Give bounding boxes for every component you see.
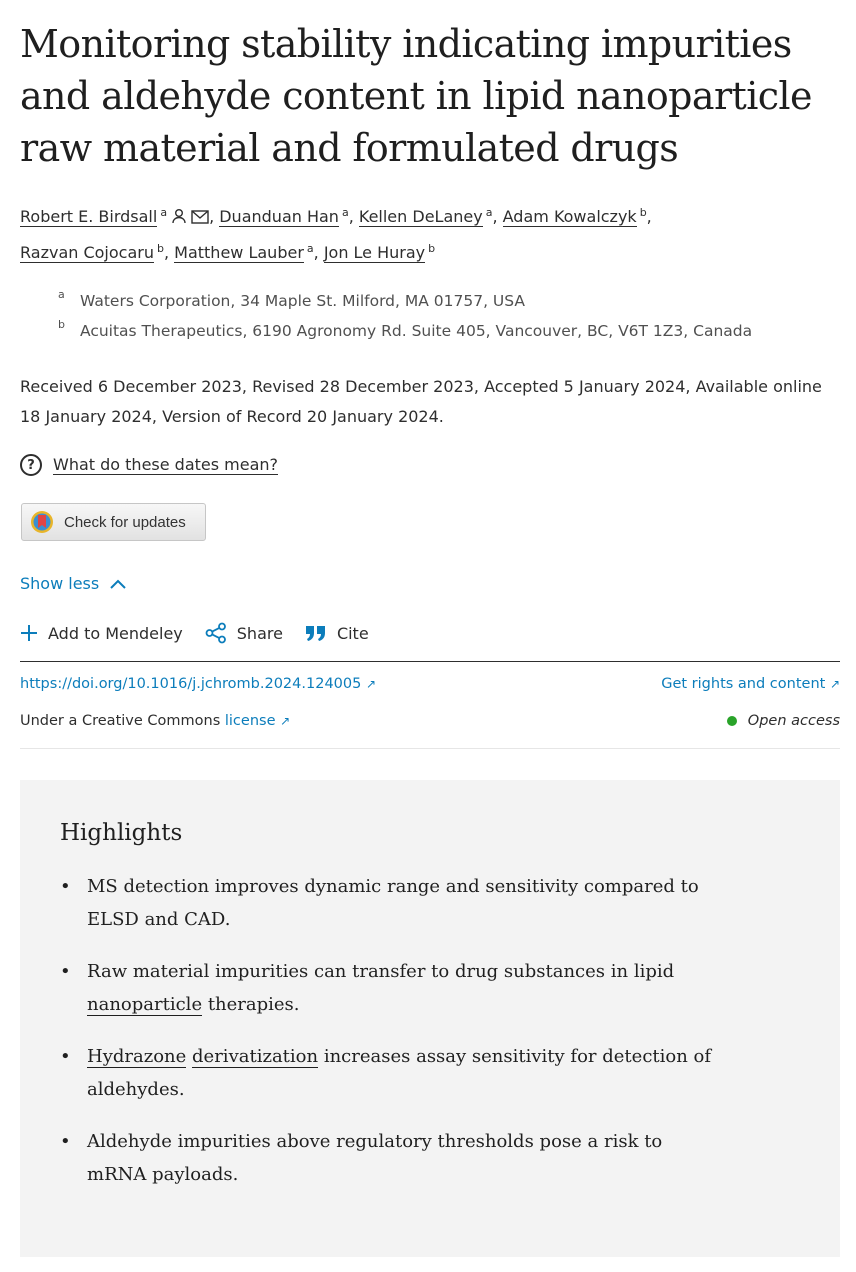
show-less-toggle[interactable]: Show less: [20, 574, 127, 593]
crossmark-icon: [30, 510, 54, 534]
author-link[interactable]: Kellen DeLaney $^a$: [358, 206, 493, 226]
affiliation: [58, 286, 752, 316]
highlights-list: [60, 870, 720, 1191]
chevron-up-icon: [109, 578, 127, 590]
license-notice: Under a Creative Commons license ↗: [20, 713, 291, 729]
plus-icon: [20, 624, 38, 642]
author-link[interactable]: Duanduan Han $^a$: [219, 206, 349, 226]
author-link[interactable]: Jon Le Huray $^b$: [323, 242, 436, 262]
article-title: Monitoring stability indicating impurities and aldehyde content in lipid nanoparticle raw material and formulated drugs: [20, 22, 812, 170]
share-icon: [205, 622, 227, 644]
glossary-term-link[interactable]: Hydrazone: [87, 1046, 187, 1067]
highlight-item: • MS detection improves dynamic range and sensitivity compared to ELSD and CAD.: [60, 870, 720, 936]
check-for-updates-label: Check for updates: [64, 513, 186, 531]
quote-icon: [305, 624, 327, 642]
glossary-term-link[interactable]: nanoparticle: [87, 994, 203, 1015]
highlights-title: Highlights: [60, 820, 183, 846]
open-access-dot-icon: [727, 716, 737, 726]
rights-link[interactable]: Get rights and content ↗: [661, 676, 840, 692]
author-link[interactable]: Razvan Cojocaru $^b$: [20, 242, 164, 262]
toolbar-divider: [20, 661, 840, 662]
license-link[interactable]: license ↗: [224, 713, 291, 729]
open-access-badge: Open access: [727, 713, 840, 729]
article-dates: Received 6 December 2023, Revised 28 December 2023, Accepted 5 January 2024, Available online 18 January 2024, Version of Record 20 January 2024.: [20, 377, 822, 426]
affiliation-text: Acuitas Therapeutics, 6190 Agronomy Rd. Suite 405, Vancouver, BC, V6T 1Z3, Canada: [80, 322, 753, 340]
affiliation: [58, 316, 752, 346]
check-for-updates-button[interactable]: [21, 503, 206, 541]
cite-button[interactable]: Cite: [305, 624, 369, 643]
add-to-mendeley-button[interactable]: Add to Mendeley: [20, 624, 183, 643]
email-icon[interactable]: [191, 204, 209, 234]
glossary-term-link[interactable]: derivatization: [192, 1046, 319, 1067]
highlight-item: • Hydrazone derivatization increases assay sensitivity for detection of aldehydes.: [60, 1040, 720, 1106]
author-link[interactable]: Matthew Lauber $^a$: [174, 242, 314, 262]
question-circle-icon: ?: [20, 454, 42, 476]
person-icon[interactable]: [171, 204, 187, 234]
affiliation-list: [58, 286, 752, 346]
author-link[interactable]: Adam Kowalczyk $^b$: [502, 206, 647, 226]
author-list: Robert E. Birdsall $^a$ , Duanduan Han $^a$, Kellen DeLaney $^a$, Adam Kowalczyk $^b$, Razvan Cojocaru $^b$, Matthew Lauber $^a$, Jon Le Huray $^b$: [20, 206, 652, 262]
affiliation-mark: b: [58, 318, 65, 331]
dates-help-link[interactable]: ? What do these dates mean?: [20, 454, 278, 476]
affiliation-text: Waters Corporation, 34 Maple St. Milford, MA 01757, USA: [80, 292, 525, 310]
external-link-icon: ↗: [280, 714, 291, 728]
affiliation-mark: a: [58, 288, 65, 301]
highlight-item: • Aldehyde impurities above regulatory thresholds pose a risk to mRNA payloads.: [60, 1125, 720, 1191]
section-divider: [20, 748, 840, 749]
highlight-item: • Raw material impurities can transfer to drug substances in lipid nanoparticle therapies.: [60, 955, 720, 1021]
doi-link[interactable]: https://doi.org/10.1016/j.jchromb.2024.124005 ↗: [20, 676, 377, 692]
external-link-icon: ↗: [829, 677, 840, 691]
highlights-box: [20, 780, 840, 1257]
author-link[interactable]: Robert E. Birdsall $^a$: [20, 206, 168, 226]
share-button[interactable]: Share: [205, 622, 283, 644]
article-toolbar: [20, 622, 391, 644]
external-link-icon: ↗: [365, 677, 377, 691]
